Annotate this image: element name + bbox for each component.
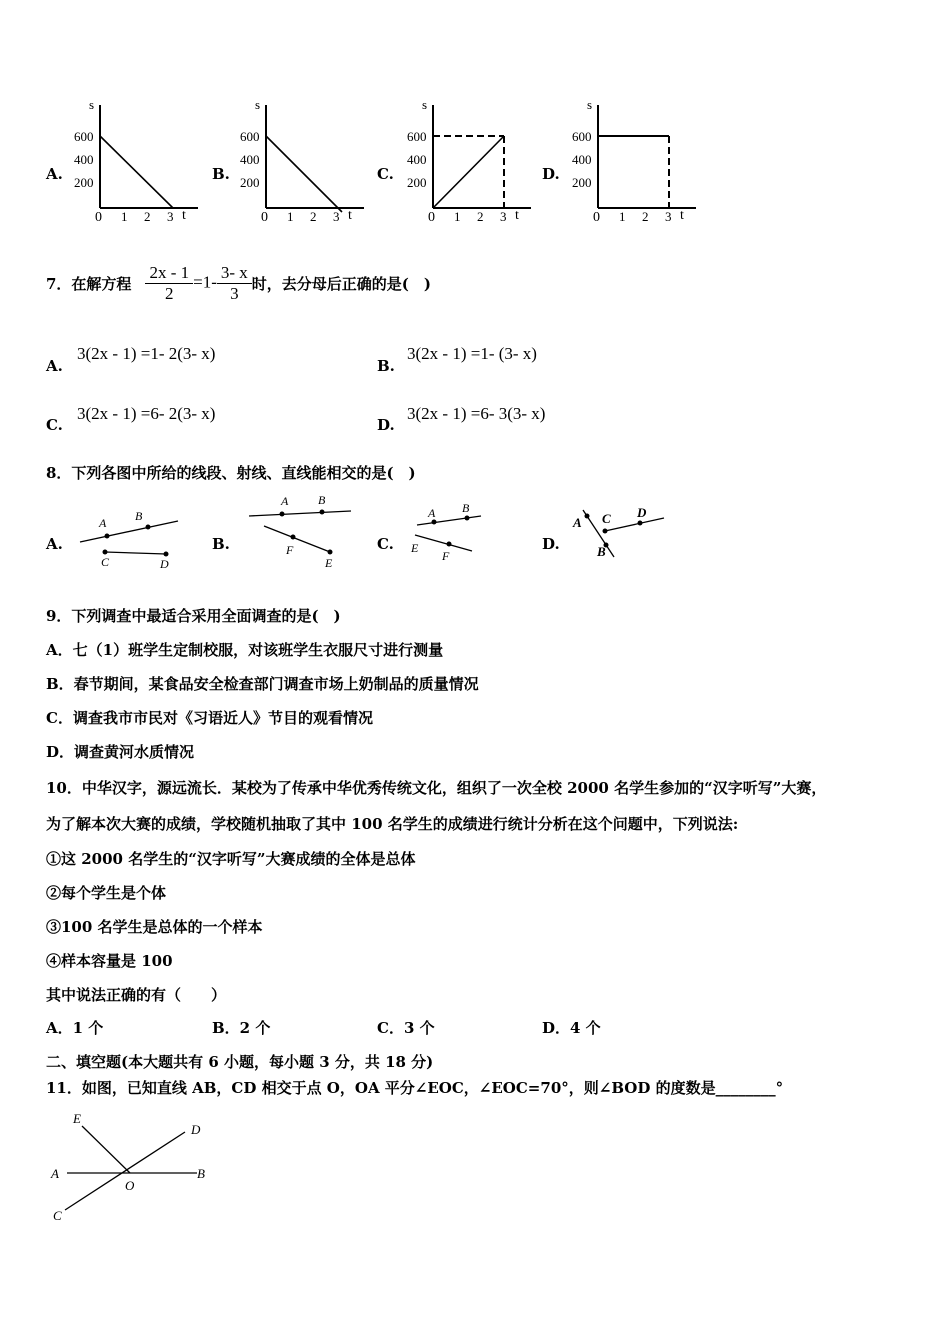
section2-title: 二、填空题(本大题共有 6 小题，每小题 3 分，共 18 分) (46, 1053, 434, 1071)
y-tick-600: 600 (407, 129, 427, 144)
point-d (638, 521, 643, 526)
point-b (465, 516, 470, 521)
x-axis-label: t (680, 208, 684, 223)
q6-option-c-label: C. (377, 165, 394, 183)
q10-option-d: D．4 个 (542, 1019, 601, 1037)
x-tick-3: 3 (665, 209, 672, 224)
q11-stem: 11．如图，已知直线 AB，CD 相交于点 O，OA 平分∠EOC，∠EOC=70°，则∠BOD 的度数是________° (46, 1079, 784, 1097)
q6-option-b-label: B. (212, 165, 230, 183)
q9-option-c: C．调查我市市民对《习语近人》节目的观看情况 (46, 709, 373, 727)
q6-graph-b (236, 95, 371, 230)
label-e: E (411, 541, 419, 555)
q7-stem (46, 258, 431, 308)
q7-option-c-expr: 3(2x - 1) =6- 2(3- x) (77, 404, 216, 423)
q7-option-d-label: D. (377, 416, 395, 434)
q9-option-a: A．七（1）班学生定制校服，对该班学生衣服尺寸进行测量 (46, 641, 444, 659)
point-a (280, 512, 285, 517)
q8-stem: 8．下列各图中所给的线段、射线、直线能相交的是( ) (46, 464, 416, 482)
y-tick-600: 600 (74, 129, 94, 144)
segment-ab (417, 516, 481, 525)
point-f (291, 535, 296, 540)
label-b: B (197, 1166, 205, 1181)
ray-fe (264, 526, 330, 552)
y-tick-200: 200 (74, 175, 94, 190)
q7-option-d-expr: 3(2x - 1) =6- 3(3- x) (407, 404, 546, 423)
point-c (103, 550, 108, 555)
q10-statement-4: ④样本容量是 100 (46, 952, 173, 970)
y-tick-400: 400 (572, 152, 592, 167)
label-b: B (135, 509, 143, 523)
label-f: F (442, 549, 450, 563)
label-c: C (53, 1208, 62, 1223)
ray-oe (82, 1126, 130, 1173)
y-tick-400: 400 (407, 152, 427, 167)
x-tick-3: 3 (500, 209, 507, 224)
y-tick-400: 400 (240, 152, 260, 167)
q7-option-a-label: A. (46, 357, 63, 375)
x-tick-0: 0 (428, 210, 435, 225)
point-a (432, 520, 437, 525)
graph-line (266, 136, 342, 212)
q8-option-c-label: C. (377, 535, 394, 553)
q8-figure-c (405, 498, 495, 568)
point-f (447, 542, 452, 547)
label-e: E (325, 556, 333, 570)
x-tick-1: 1 (454, 209, 461, 224)
y-axis-label: s (89, 97, 95, 112)
label-a: A (573, 515, 582, 530)
line-cd (65, 1132, 185, 1210)
y-tick-600: 600 (240, 129, 260, 144)
q8-figure-b (243, 492, 358, 572)
q10-stem-line1: 10．中华汉字，源远流长．某校为了传承中华优秀传统文化，组织了一次全校 2000 名学生参加的“汉字听写”大赛， (46, 779, 827, 797)
x-tick-2: 2 (642, 209, 649, 224)
x-tick-1: 1 (287, 209, 294, 224)
label-o: O (125, 1178, 135, 1193)
graph-line (433, 136, 504, 208)
label-a: A (281, 494, 289, 508)
label-a: A (51, 1166, 59, 1181)
q8-figure-a (75, 505, 190, 570)
x-tick-1: 1 (121, 209, 128, 224)
q10-question: 其中说法正确的有（ ） (46, 986, 227, 1004)
y-tick-200: 200 (240, 175, 260, 190)
point-d (164, 552, 169, 557)
q10-option-a: A．1 个 (46, 1019, 104, 1037)
x-tick-0: 0 (261, 210, 268, 225)
q7-equation (145, 263, 251, 304)
point-a (585, 514, 590, 519)
line-ab (80, 521, 178, 542)
point-b (146, 525, 151, 530)
label-f: F (286, 543, 294, 557)
x-tick-2: 2 (310, 209, 317, 224)
label-e: E (73, 1111, 81, 1126)
point-c (603, 529, 608, 534)
q10-statement-3: ③100 名学生是总体的一个样本 (46, 918, 263, 936)
label-b: B (318, 493, 326, 507)
line-ab (249, 511, 351, 516)
q6-graph-d (568, 95, 703, 230)
x-axis-label: t (348, 208, 352, 223)
q7-frac1-den: 2 (165, 283, 174, 303)
x-tick-2: 2 (477, 209, 484, 224)
q10-option-b: B．2 个 (212, 1019, 271, 1037)
q6-graph-a (70, 95, 205, 230)
q7-prefix: 7．在解方程 (46, 274, 132, 293)
q6-option-d-label: D. (542, 165, 560, 183)
q7-frac1-num: 2x - 1 (145, 263, 193, 284)
q8-option-d-label: D. (542, 535, 560, 553)
q7-eq-mid: =1- (193, 271, 217, 291)
q6-graph-c (403, 95, 538, 230)
y-tick-400: 400 (74, 152, 94, 167)
q7-suffix: 时，去分母后正确的是( ) (251, 274, 431, 293)
label-d: D (160, 557, 169, 570)
q8-option-b-label: B. (212, 535, 230, 553)
y-tick-200: 200 (572, 175, 592, 190)
q7-frac2-num: 3- x (217, 263, 252, 284)
x-tick-0: 0 (95, 210, 102, 225)
q11-figure (45, 1108, 220, 1228)
q10-statement-2: ②每个学生是个体 (46, 884, 167, 902)
q7-option-b-expr: 3(2x - 1) =1- (3- x) (407, 344, 537, 363)
x-axis-label: t (515, 208, 519, 223)
q10-option-c: C．3 个 (377, 1019, 435, 1037)
q10-statement-1: ①这 2000 名学生的“汉字听写”大赛成绩的全体是总体 (46, 850, 416, 868)
q8-option-a-label: A. (46, 535, 63, 553)
label-d: D (637, 505, 647, 520)
q7-frac2-den: 3 (230, 283, 239, 303)
label-d: D (191, 1122, 201, 1137)
x-tick-1: 1 (619, 209, 626, 224)
x-tick-3: 3 (333, 209, 340, 224)
y-axis-label: s (255, 97, 261, 112)
x-axis-label: t (182, 208, 186, 223)
point-b (320, 510, 325, 515)
q8-figure-d (568, 498, 678, 568)
y-axis-label: s (587, 97, 593, 112)
label-a: A (428, 506, 436, 520)
q7-option-c-label: C. (46, 416, 63, 434)
point-e (328, 550, 333, 555)
q7-option-b-label: B. (377, 357, 395, 375)
x-tick-3: 3 (167, 209, 174, 224)
point-a (105, 534, 110, 539)
ray-cd (605, 518, 664, 531)
q7-option-a-expr: 3(2x - 1) =1- 2(3- x) (77, 344, 216, 363)
q9-option-b: B．春节期间，某食品安全检查部门调查市场上奶制品的质量情况 (46, 675, 479, 693)
y-axis-label: s (422, 97, 428, 112)
q9-option-d: D．调查黄河水质情况 (46, 743, 195, 761)
y-tick-200: 200 (407, 175, 427, 190)
label-c: C (101, 555, 110, 569)
label-b: B (462, 501, 470, 515)
q9-stem: 9．下列调查中最适合采用全面调查的是( ) (46, 607, 341, 625)
label-b: B (597, 544, 606, 559)
segment-cd (105, 552, 166, 554)
q10-stem-line2: 为了解本次大赛的成绩，学校随机抽取了其中 100 名学生的成绩进行统计分析在这个问题中，下列说法: (46, 815, 739, 833)
x-tick-0: 0 (593, 210, 600, 225)
y-tick-600: 600 (572, 129, 592, 144)
x-tick-2: 2 (144, 209, 151, 224)
q6-option-a-label: A. (46, 165, 63, 183)
graph-line (100, 136, 173, 208)
label-a: A (99, 516, 107, 530)
label-c: C (602, 511, 611, 526)
